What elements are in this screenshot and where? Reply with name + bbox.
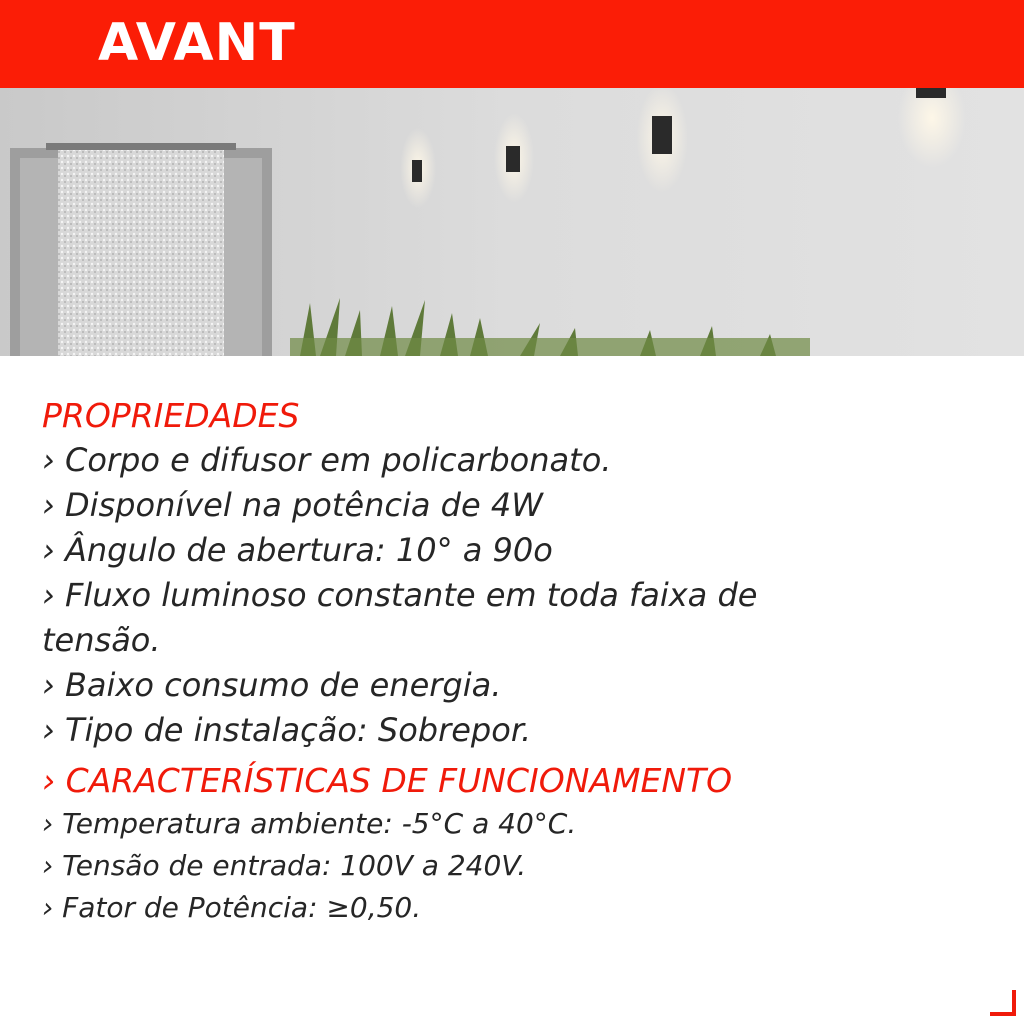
hero-photo [0, 88, 1024, 356]
property-item: tensão. [42, 621, 161, 659]
operation-item: › Temperatura ambiente: -5°C a 40°C. [42, 807, 577, 840]
brand-header [0, 0, 1024, 88]
property-item: › Disponível na potência de 4W [42, 486, 543, 524]
operation-item: › Tensão de entrada: 100V a 240V. [42, 849, 527, 882]
property-item: › Baixo consumo de energia. [42, 666, 502, 704]
operation-heading: › CARACTERÍSTICAS DE FUNCIONAMENTO [42, 761, 733, 800]
property-item: › Fluxo luminoso constante em toda faixa de [42, 576, 758, 614]
property-item: › Ângulo de abertura: 10° a 90o [42, 531, 553, 569]
operation-item: › Fator de Potência: ≥0,50. [42, 891, 422, 924]
corner-accent [990, 990, 1016, 1016]
property-item: › Corpo e difusor em policarbonato. [42, 441, 612, 479]
property-item: › Tipo de instalação: Sobrepor. [42, 711, 532, 749]
waterfall [58, 148, 224, 356]
spec-content [42, 394, 1002, 929]
avant-logo: AVANT [98, 13, 296, 73]
properties-heading: PROPRIEDADES [42, 396, 300, 435]
